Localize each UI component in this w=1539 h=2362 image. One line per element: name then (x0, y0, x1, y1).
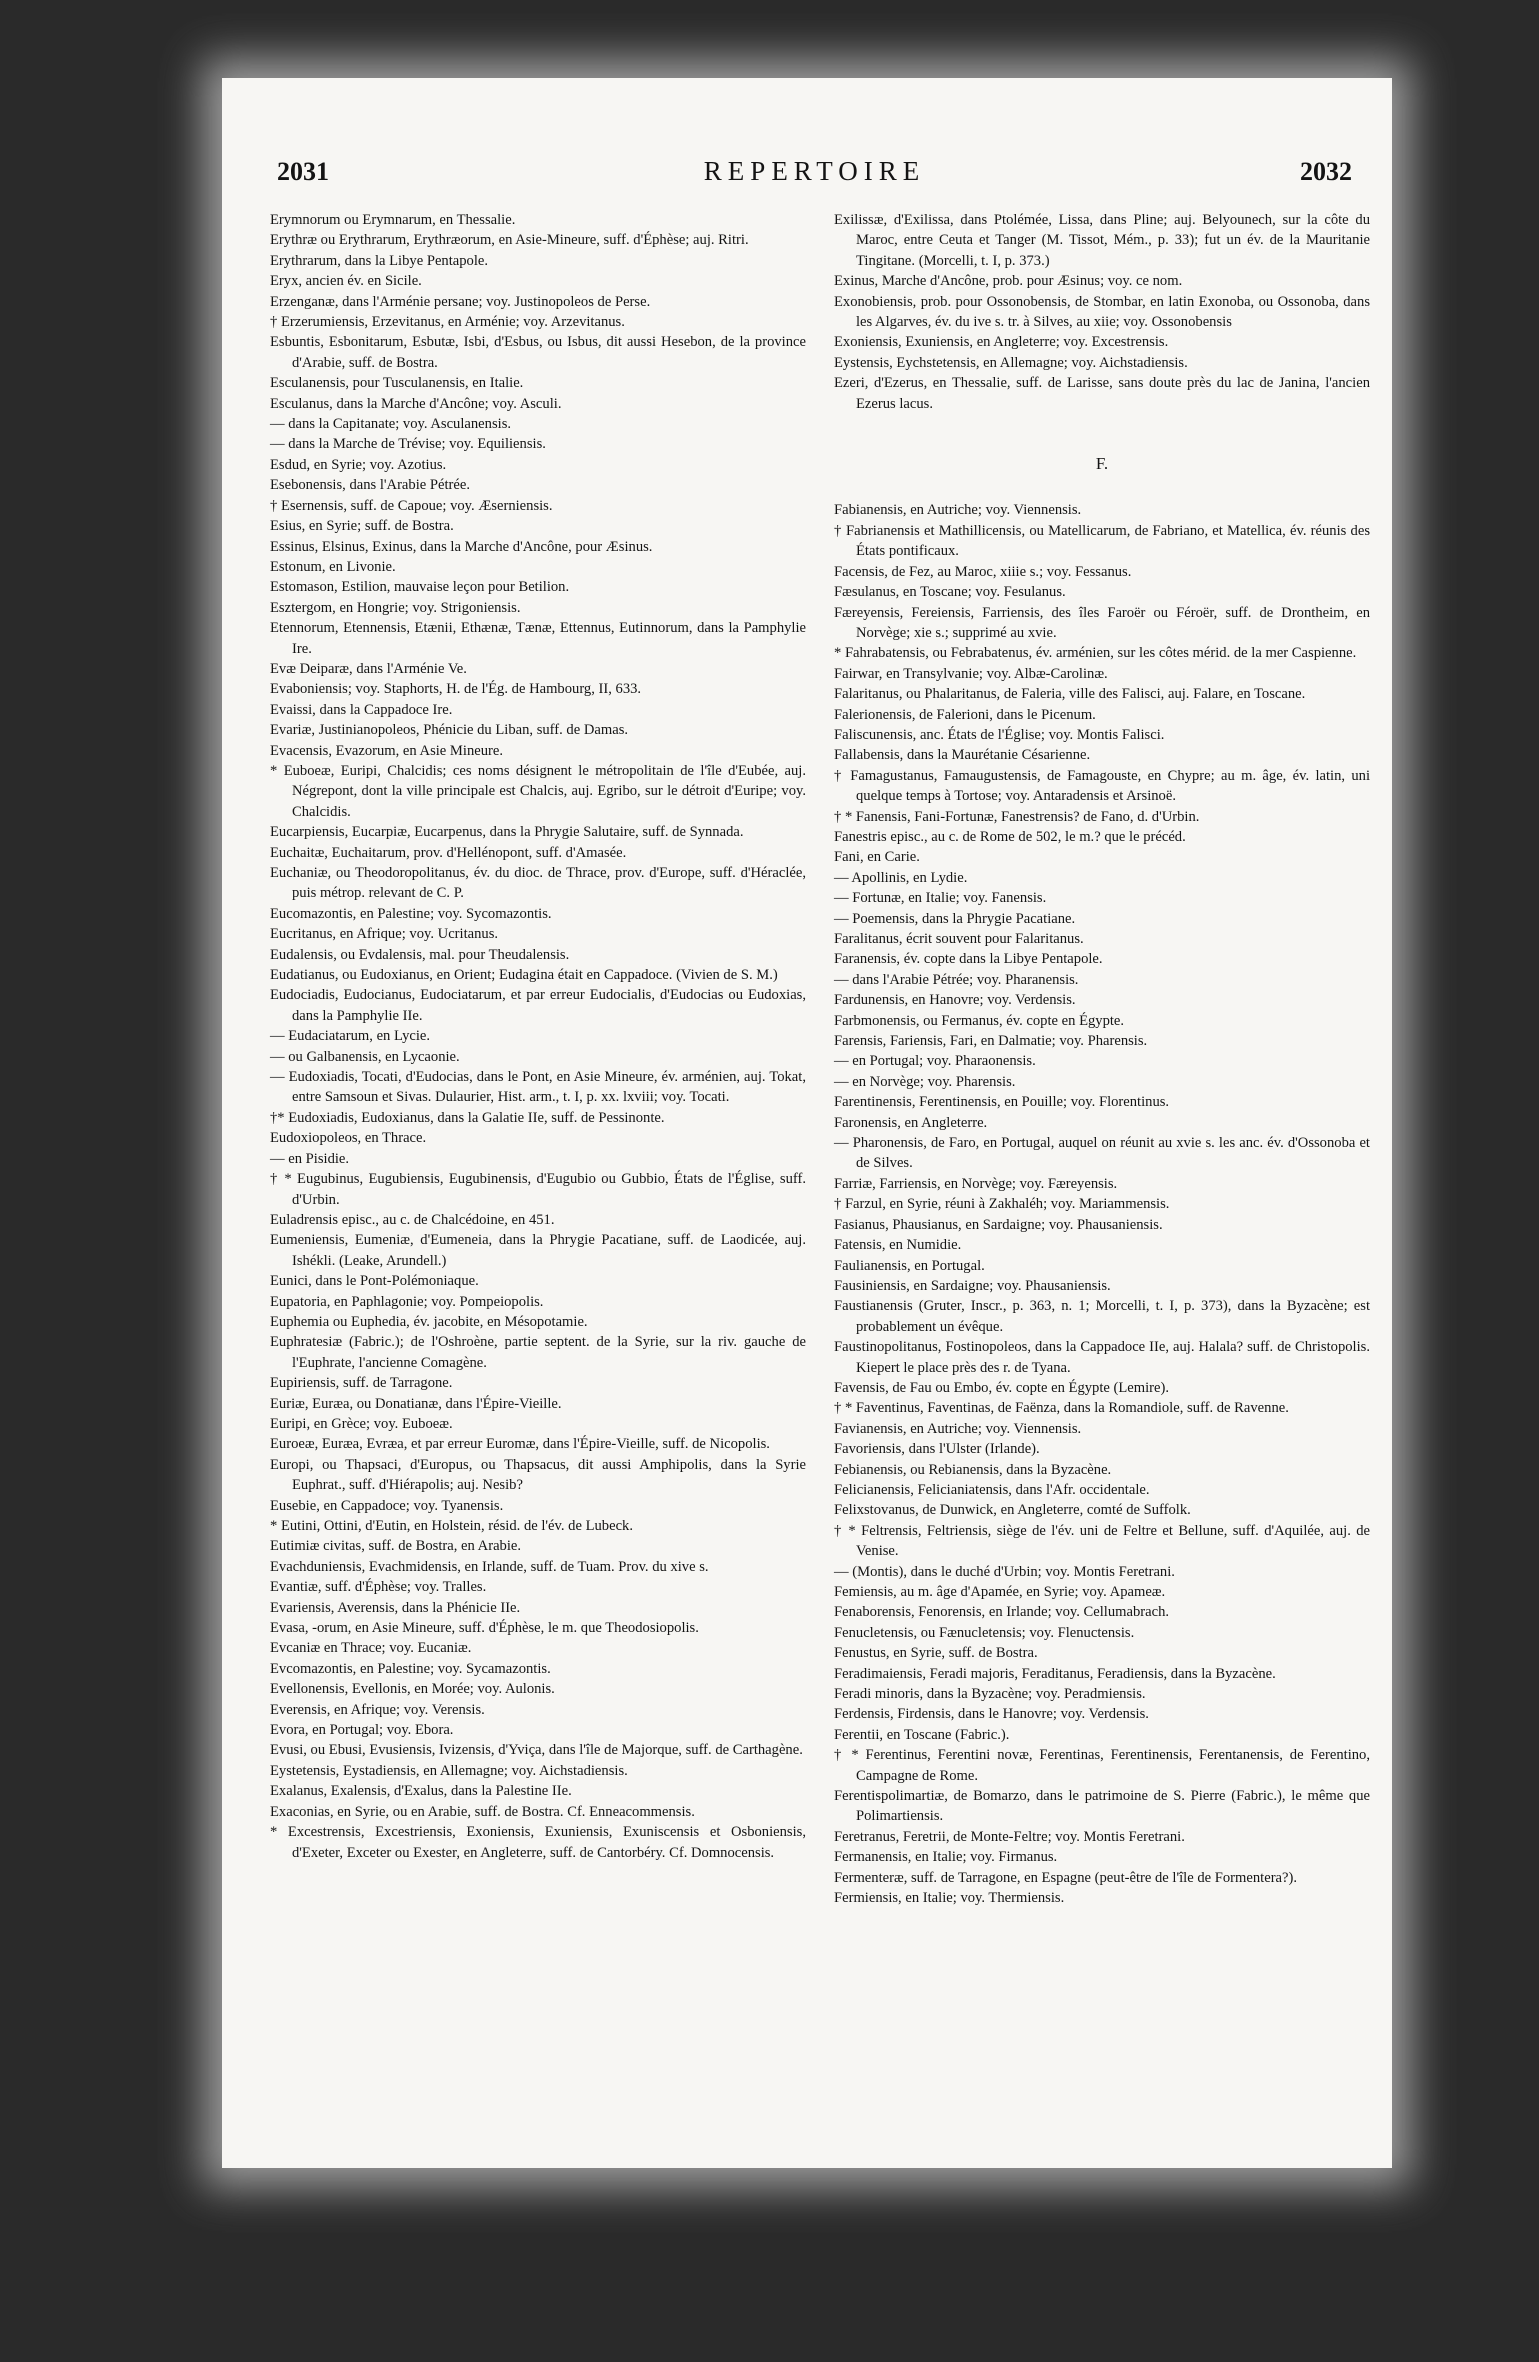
dictionary-entry: Erzenganæ, dans l'Arménie persane; voy. Justinopoleos de Perse. (270, 293, 651, 310)
dictionary-entry: Eusebie, en Cappadoce; voy. Tyanensis. (270, 1497, 504, 1514)
dictionary-entry: Fasianus, Phausianus, en Sardaigne; voy. Phausaniensis. (834, 1216, 1163, 1233)
dictionary-entry: Euripi, en Grèce; voy. Euboeæ. (270, 1415, 453, 1432)
dictionary-entry: Eudociadis, Eudocianus, Eudociatarum, et par erreur Eudocialis, d'Eudocias ou Eudoxias, dans la Pamphylie IIe. (270, 987, 806, 1024)
dictionary-entry: Facensis, de Fez, au Maroc, xiiie s.; voy. Fessanus. (834, 563, 1132, 580)
page-header (277, 156, 1352, 196)
page-number-left: 2031 (277, 157, 329, 186)
dictionary-entry: Fani, en Carie. (834, 849, 920, 866)
dictionary-entry: — Fortunæ, en Italie; voy. Fanensis. (834, 890, 1047, 907)
dictionary-entry: Evacensis, Evazorum, en Asie Mineure. (270, 742, 504, 759)
dictionary-entry: Evæ Deiparæ, dans l'Arménie Ve. (270, 660, 467, 677)
dictionary-entry: Euchaniæ, ou Theodoropolitanus, év. du dioc. de Thrace, prov. d'Europe, suff. d'Héraclée, puis métrop. relevant de C. P. (270, 865, 806, 902)
dictionary-entry: †* Eudoxiadis, Eudoxianus, dans la Galatie IIe, suff. de Pessinonte. (270, 1109, 665, 1126)
dictionary-entry: Eucarpiensis, Eucarpiæ, Eucarpenus, dans la Phrygie Salutaire, suff. de Synnada. (270, 824, 744, 841)
dictionary-entry: Fermenteræ, suff. de Tarragone, en Espagne (peut-être de l'île de Formentera?). (834, 1869, 1298, 1886)
dictionary-entry: † Farzul, en Syrie, réuni à Zakhaléh; voy. Mariammensis. (834, 1196, 1170, 1213)
dictionary-entry: * Fahrabatensis, ou Febrabatenus, év. arménien, sur les côtes mérid. de la mer Caspienne. (834, 645, 1357, 662)
dictionary-entry: Everensis, en Afrique; voy. Verensis. (270, 1701, 485, 1718)
dictionary-entry: Fenucletensis, ou Fænucletensis; voy. Flenuctensis. (834, 1624, 1135, 1641)
dictionary-entry: Euchaitæ, Euchaitarum, prov. d'Hellénopont, suff. d'Amasée. (270, 844, 627, 861)
dictionary-entry: Ferentii, en Toscane (Fabric.). (834, 1726, 1010, 1743)
dictionary-entry: Esius, en Syrie; suff. de Bostra. (270, 518, 454, 535)
dictionary-entry: Fermiensis, en Italie; voy. Thermiensis. (834, 1890, 1065, 1907)
dictionary-entry: Evusi, ou Ebusi, Evusiensis, Ivizensis, d'Yviça, dans l'île de Majorque, suff. de Carthagène. (270, 1742, 803, 1759)
dictionary-entry: Exalanus, Exalensis, d'Exalus, dans la Palestine IIe. (270, 1783, 572, 1800)
dictionary-entry: Eystensis, Eychstetensis, en Allemagne; voy. Aichstadiensis. (834, 354, 1188, 371)
dictionary-entry: † Fabrianensis et Mathillicensis, ou Matellicarum, de Fabriano, et Matellica, év. réunis des États pontificaux. (834, 522, 1370, 560)
document-page (222, 78, 1392, 2168)
dictionary-entry: Eudatianus, ou Eudoxianus, en Orient; Eudagina était en Cappadoce. (Vivien de S. M.) (270, 967, 778, 984)
dictionary-entry: Fermanensis, en Italie; voy. Firmanus. (834, 1849, 1058, 1866)
dictionary-entry: † Esernensis, suff. de Capoue; voy. Æserniensis. (270, 497, 553, 514)
dictionary-entry: Færeyensis, Fereiensis, Farriensis, des îles Faroër ou Féroër, suff. de Drontheim, en Norvège; xie s.; supprimé au xvie. (834, 604, 1370, 641)
dictionary-entry: — Apollinis, en Lydie. (834, 869, 968, 886)
dictionary-entry: Favoriensis, dans l'Ulster (Irlande). (834, 1441, 1040, 1458)
dictionary-entry: * Euboeæ, Euripi, Chalcidis; ces noms désignent le métropolitain de l'île d'Eubée, auj. Négrepont, dont la ville principale est Chalcis, auj. Egribo, sur le détroit d'Euripe; voy. Chalcidis. (270, 762, 806, 820)
dictionary-entry: Fallabensis, dans la Maurétanie Césarienne. (834, 747, 1091, 764)
dictionary-entry: Exinus, Marche d'Ancône, prob. pour Æsinus; voy. ce nom. (834, 273, 1183, 290)
dictionary-entry: Feradi minoris, dans la Byzacène; voy. Peradmiensis. (834, 1686, 1146, 1703)
dictionary-entry: Exoniensis, Exuniensis, en Angleterre; voy. Excestrensis. (834, 334, 1169, 351)
dictionary-entry: Esculanus, dans la Marche d'Ancône; voy. Asculi. (270, 395, 562, 412)
dictionary-entry: Ezeri, d'Ezerus, en Thessalie, suff. de Larisse, sans doute près du lac de Janina, l'ancien Ezerus lacus. (834, 375, 1370, 412)
dictionary-entry: Farensis, Fariensis, Fari, en Dalmatie; voy. Pharensis. (834, 1033, 1148, 1050)
dictionary-entry: — Eudoxiadis, Tocati, d'Eudocias, dans le Pont, en Asie Mineure, év. arménien, auj. Tokat, entre Samsoun et Sivas. Dulaurier, Hist. arm., t. I, p. xx. lxviii; voy. Tocati. (270, 1069, 806, 1106)
dictionary-entry: — (Montis), dans le duché d'Urbin; voy. Montis Feretrani. (834, 1563, 1175, 1580)
dictionary-entry: Euphemia ou Euphedia, év. jacobite, en Mésopotamie. (270, 1313, 588, 1330)
dictionary-entry: — dans l'Arabie Pétrée; voy. Pharanensis. (834, 971, 1079, 988)
dictionary-entry: Essinus, Elsinus, Exinus, dans la Marche d'Ancône, pour Æsinus. (270, 538, 653, 555)
dictionary-entry: Exilissæ, d'Exilissa, dans Ptolémée, Lissa, dans Pline; auj. Belyounech, sur la côte du Maroc, entre Ceuta et Tanger (M. Tissot, Mém., p. 33); fut un év. de la Mauritanie Tingitane. (Morcelli, t. I, p. 373.) (834, 212, 1370, 269)
dictionary-entry: Felixstovanus, de Dunwick, en Angleterre, comté de Suffolk. (834, 1502, 1191, 1519)
dictionary-entry: Eucritanus, en Afrique; voy. Ucritanus. (270, 926, 499, 943)
dictionary-entry: Faronensis, en Angleterre. (834, 1114, 988, 1131)
dictionary-entry: Farentinensis, Ferentinensis, en Pouille; voy. Florentinus. (834, 1094, 1170, 1111)
dictionary-entry: Favianensis, en Autriche; voy. Viennensis. (834, 1420, 1082, 1437)
dictionary-entry: Faustianensis (Gruter, Inscr., p. 363, n. 1; Morcelli, t. I, p. 373), dans la Byzacène; est probablement un évêque. (834, 1298, 1370, 1335)
dictionary-entry: Ferdensis, Firdensis, dans le Hanovre; voy. Verdensis. (834, 1706, 1149, 1723)
dictionary-entry: Evariæ, Justinianopoleos, Phénicie du Liban, suff. de Damas. (270, 722, 629, 739)
dictionary-entry: Eupiriensis, suff. de Tarragone. (270, 1375, 453, 1392)
dictionary-entry: Evasa, -orum, en Asie Mineure, suff. d'Éphèse, le m. que Theodosiopolis. (270, 1620, 699, 1637)
dictionary-entry: † Famagustanus, Famaugustensis, de Famagouste, en Chypre; au m. âge, év. latin, uni quelque temps à Tortose; voy. Antaradensis et Arsinoë. (834, 767, 1370, 805)
dictionary-entry: Feretranus, Feretrii, de Monte-Feltre; voy. Montis Feretrani. (834, 1828, 1185, 1845)
dictionary-entry: Farbmonensis, ou Fermanus, év. copte en Égypte. (834, 1012, 1125, 1029)
dictionary-entry: — dans la Capitanate; voy. Asculanensis. (270, 416, 512, 433)
dictionary-entry: Eudoxiopoleos, en Thrace. (270, 1130, 427, 1147)
dictionary-entry: Exaconias, en Syrie, ou en Arabie, suff. de Bostra. Cf. Enneacommensis. (270, 1803, 695, 1820)
dictionary-entry: Faranensis, év. copte dans la Libye Pentapole. (834, 951, 1103, 968)
dictionary-entry: † Erzerumiensis, Erzevitanus, en Arménie; voy. Arzevitanus. (270, 314, 625, 331)
dictionary-entry: Evachduniensis, Evachmidensis, en Irlande, suff. de Tuam. Prov. du xive s. (270, 1558, 709, 1575)
dictionary-entry: Fabianensis, en Autriche; voy. Viennensis. (834, 502, 1082, 519)
dictionary-entry: Evellonensis, Evellonis, en Morée; voy. Aulonis. (270, 1681, 555, 1698)
dictionary-entry: Eryx, ancien év. en Sicile. (270, 273, 422, 290)
dictionary-entry: Euladrensis episc., au c. de Chalcédoine, en 451. (270, 1211, 555, 1228)
dictionary-entry: Evora, en Portugal; voy. Ebora. (270, 1722, 454, 1739)
running-title: REPERTOIRE (703, 156, 926, 186)
dictionary-entry: Falaritanus, ou Phalaritanus, de Faleria, ville des Falisci, auj. Falare, en Toscane. (834, 686, 1306, 703)
dictionary-entry: Fanestris episc., au c. de Rome de 502, le m.? que le précéd. (834, 828, 1186, 845)
dictionary-entry: — en Norvège; voy. Pharensis. (834, 1073, 1016, 1090)
dictionary-entry: Eucomazontis, en Palestine; voy. Sycomazontis. (270, 905, 552, 922)
dictionary-entry: — Poemensis, dans la Phrygie Pacatiane. (834, 910, 1076, 927)
dictionary-entry: † * Faventinus, Faventinas, de Faënza, dans la Romandiole, suff. de Ravenne. (834, 1400, 1289, 1417)
dictionary-entry: Febianensis, ou Rebianensis, dans la Byzacène. (834, 1461, 1112, 1478)
right-column-f-entries (834, 500, 1370, 1908)
page-number-right: 2032 (1300, 157, 1352, 186)
dictionary-entry: Falerionensis, de Falerioni, dans le Picenum. (834, 706, 1096, 723)
dictionary-entry: Europi, ou Thapsaci, d'Europus, ou Thapsacus, dit aussi Amphipolis, dans la Syrie Euphrat., suff. d'Hiérapolis; auj. Nesib? (270, 1456, 806, 1494)
dictionary-entry: Eystetensis, Eystadiensis, en Allemagne; voy. Aichstadiensis. (270, 1762, 628, 1779)
dictionary-entry: Fausiniensis, en Sardaigne; voy. Phausaniensis. (834, 1277, 1111, 1294)
dictionary-entry: Fardunensis, en Hanovre; voy. Verdensis. (834, 992, 1076, 1009)
dictionary-entry: Euphratesiæ (Fabric.); de l'Oshroène, partie septent. de la Syrie, sur la riv. gauche de l'Euphrate, l'ancienne Comagène. (270, 1334, 806, 1371)
dictionary-entry: Faustinopolitanus, Fostinopoleos, dans la Cappadoce IIe, auj. Halala? suff. de Christopolis. Kiepert le place près des r. de Tyana. (834, 1339, 1370, 1376)
left-column (270, 210, 806, 1863)
dictionary-entry: Esbuntis, Esbonitarum, Esbutæ, Isbi, d'Esbus, ou Isbus, dit aussi Hesebon, de la province d'Arabie, suff. de Bostra. (270, 334, 806, 371)
dictionary-entry: Evcaniæ en Thrace; voy. Eucaniæ. (270, 1640, 472, 1657)
dictionary-entry: Ferentispolimartiæ, de Bomarzo, dans le patrimoine de S. Pierre (Fabric.), le même que Polimartiensis. (834, 1788, 1370, 1825)
right-column-e-entries (834, 210, 1370, 414)
dictionary-entry: Feradimaiensis, Feradi majoris, Feraditanus, Feradiensis, dans la Byzacène. (834, 1665, 1276, 1682)
dictionary-entry: — dans la Marche de Trévise; voy. Equiliensis. (270, 436, 546, 453)
dictionary-entry: Evaissi, dans la Cappadoce Ire. (270, 701, 453, 718)
dictionary-entry: — en Pisidie. (270, 1150, 350, 1167)
dictionary-entry: Esculanensis, pour Tusculanensis, en Italie. (270, 375, 524, 392)
dictionary-entry: Eupatoria, en Paphlagonie; voy. Pompeiopolis. (270, 1293, 544, 1310)
dictionary-entry: — Eudaciatarum, en Lycie. (270, 1028, 431, 1045)
dictionary-entry: Euriæ, Euræa, ou Donatianæ, dans l'Épire-Vieille. (270, 1395, 562, 1412)
dictionary-entry: Evaboniensis; voy. Staphorts, H. de l'Ég. de Hambourg, II, 633. (270, 681, 642, 698)
dictionary-entry: Evantiæ, suff. d'Éphèse; voy. Tralles. (270, 1579, 487, 1596)
dictionary-entry: Fenustus, en Syrie, suff. de Bostra. (834, 1645, 1038, 1662)
dictionary-entry: Fairwar, en Transylvanie; voy. Albæ-Carolinæ. (834, 665, 1108, 682)
dictionary-entry: * Eutini, Ottini, d'Eutin, en Holstein, résid. de l'év. de Lubeck. (270, 1518, 634, 1534)
dictionary-entry: Esebonensis, dans l'Arabie Pétrée. (270, 477, 470, 494)
dictionary-entry: Erythræ ou Erythrarum, Erythræorum, en Asie-Mineure, suff. d'Éphèse; auj. Ritri. (270, 232, 749, 249)
dictionary-entry: * Excestrensis, Excestriensis, Exoniensis, Exuniensis, Exuniscensis et Osboniensis, d'Exeter, Exceter ou Exester, en Angleterre, suff. de Cantorbéry. Cf. Domnocensis. (270, 1824, 806, 1861)
dictionary-entry: Farriæ, Farriensis, en Norvège; voy. Færeyensis. (834, 1175, 1118, 1192)
dictionary-entry: Estomason, Estilion, mauvaise leçon pour Betilion. (270, 579, 570, 596)
dictionary-entry: Erymnorum ou Erymnarum, en Thessalie. (270, 212, 516, 228)
dictionary-entry: Fenaborensis, Fenorensis, en Irlande; voy. Cellumabrach. (834, 1604, 1170, 1621)
dictionary-entry: Fatensis, en Numidie. (834, 1237, 962, 1254)
dictionary-entry: Estonum, en Livonie. (270, 558, 396, 575)
dictionary-entry: † * Fanensis, Fani-Fortunæ, Fanestrensis? de Fano, d. d'Urbin. (834, 808, 1200, 825)
dictionary-entry: Esztergom, en Hongrie; voy. Strigoniensis. (270, 599, 521, 616)
dictionary-entry: Euroeæ, Euræa, Evræa, et par erreur Euromæ, dans l'Épire-Vieille, suff. de Nicopolis. (270, 1436, 770, 1453)
dictionary-entry: Erythrarum, dans la Libye Pentapole. (270, 252, 489, 269)
dictionary-entry: † * Feltrensis, Feltriensis, siège de l'év. uni de Feltre et Bellune, suff. d'Aquilée, auj. de Venise. (834, 1522, 1370, 1560)
dictionary-entry: Fæsulanus, en Toscane; voy. Fesulanus. (834, 584, 1066, 601)
dictionary-entry: — en Portugal; voy. Pharaonensis. (834, 1053, 1036, 1070)
dictionary-entry: Evariensis, Averensis, dans la Phénicie IIe. (270, 1599, 521, 1616)
dictionary-entry: Felicianensis, Felicianiatensis, dans l'Afr. occidentale. (834, 1481, 1150, 1498)
dictionary-entry: Evcomazontis, en Palestine; voy. Sycamazontis. (270, 1660, 551, 1677)
dictionary-entry: Eunici, dans le Pont-Polémoniaque. (270, 1273, 479, 1290)
dictionary-entry: Faliscunensis, anc. États de l'Église; voy. Montis Falisci. (834, 726, 1165, 743)
dictionary-entry: Faralitanus, écrit souvent pour Falaritanus. (834, 931, 1084, 947)
dictionary-entry: Favensis, de Fau ou Embo, év. copte en Égypte (Lemire). (834, 1379, 1170, 1396)
dictionary-entry: Faulianensis, en Portugal. (834, 1257, 985, 1274)
dictionary-entry: Eutimiæ civitas, suff. de Bostra, en Arabie. (270, 1538, 522, 1555)
dictionary-entry: Eudalensis, ou Evdalensis, mal. pour Theudalensis. (270, 946, 570, 963)
dictionary-entry: — ou Galbanensis, en Lycaonie. (270, 1048, 460, 1065)
right-column (834, 210, 1370, 1909)
dictionary-entry: † * Ferentinus, Ferentini novæ, Ferentinas, Ferentinensis, Ferentanensis, de Ferentino, Campagne de Rome. (834, 1747, 1370, 1784)
dictionary-entry: Femiensis, au m. âge d'Apamée, en Syrie; voy. Apameæ. (834, 1584, 1166, 1600)
dictionary-entry: Eumeniensis, Eumeniæ, d'Eumeneia, dans la Phrygie Pacatiane, suff. de Laodicée, auj. Ishékli. (Leake, Arundell.) (270, 1232, 806, 1269)
dictionary-entry: Etennorum, Etennensis, Etænii, Ethænæ, Tænæ, Ettennus, Eutinnorum, dans la Pamphylie Ire. (270, 620, 806, 657)
dictionary-entry: Esdud, en Syrie; voy. Azotius. (270, 456, 447, 473)
dictionary-entry: † * Eugubinus, Eugubiensis, Eugubinensis, d'Eugubio ou Gubbio, États de l'Église, suff. d'Urbin. (270, 1171, 806, 1208)
dictionary-entry: — Pharonensis, de Faro, en Portugal, auquel on réunit au xvie s. les anc. év. d'Ossonoba et de Silves. (834, 1135, 1370, 1172)
dictionary-entry: Exonobiensis, prob. pour Ossonobensis, de Stombar, en latin Exonoba, ou Ossonoba, dans les Algarves, év. du ive s. tr. à Silves, au xiie; voy. Ossonobensis (834, 293, 1370, 331)
section-letter-f: F. (1095, 454, 1109, 474)
